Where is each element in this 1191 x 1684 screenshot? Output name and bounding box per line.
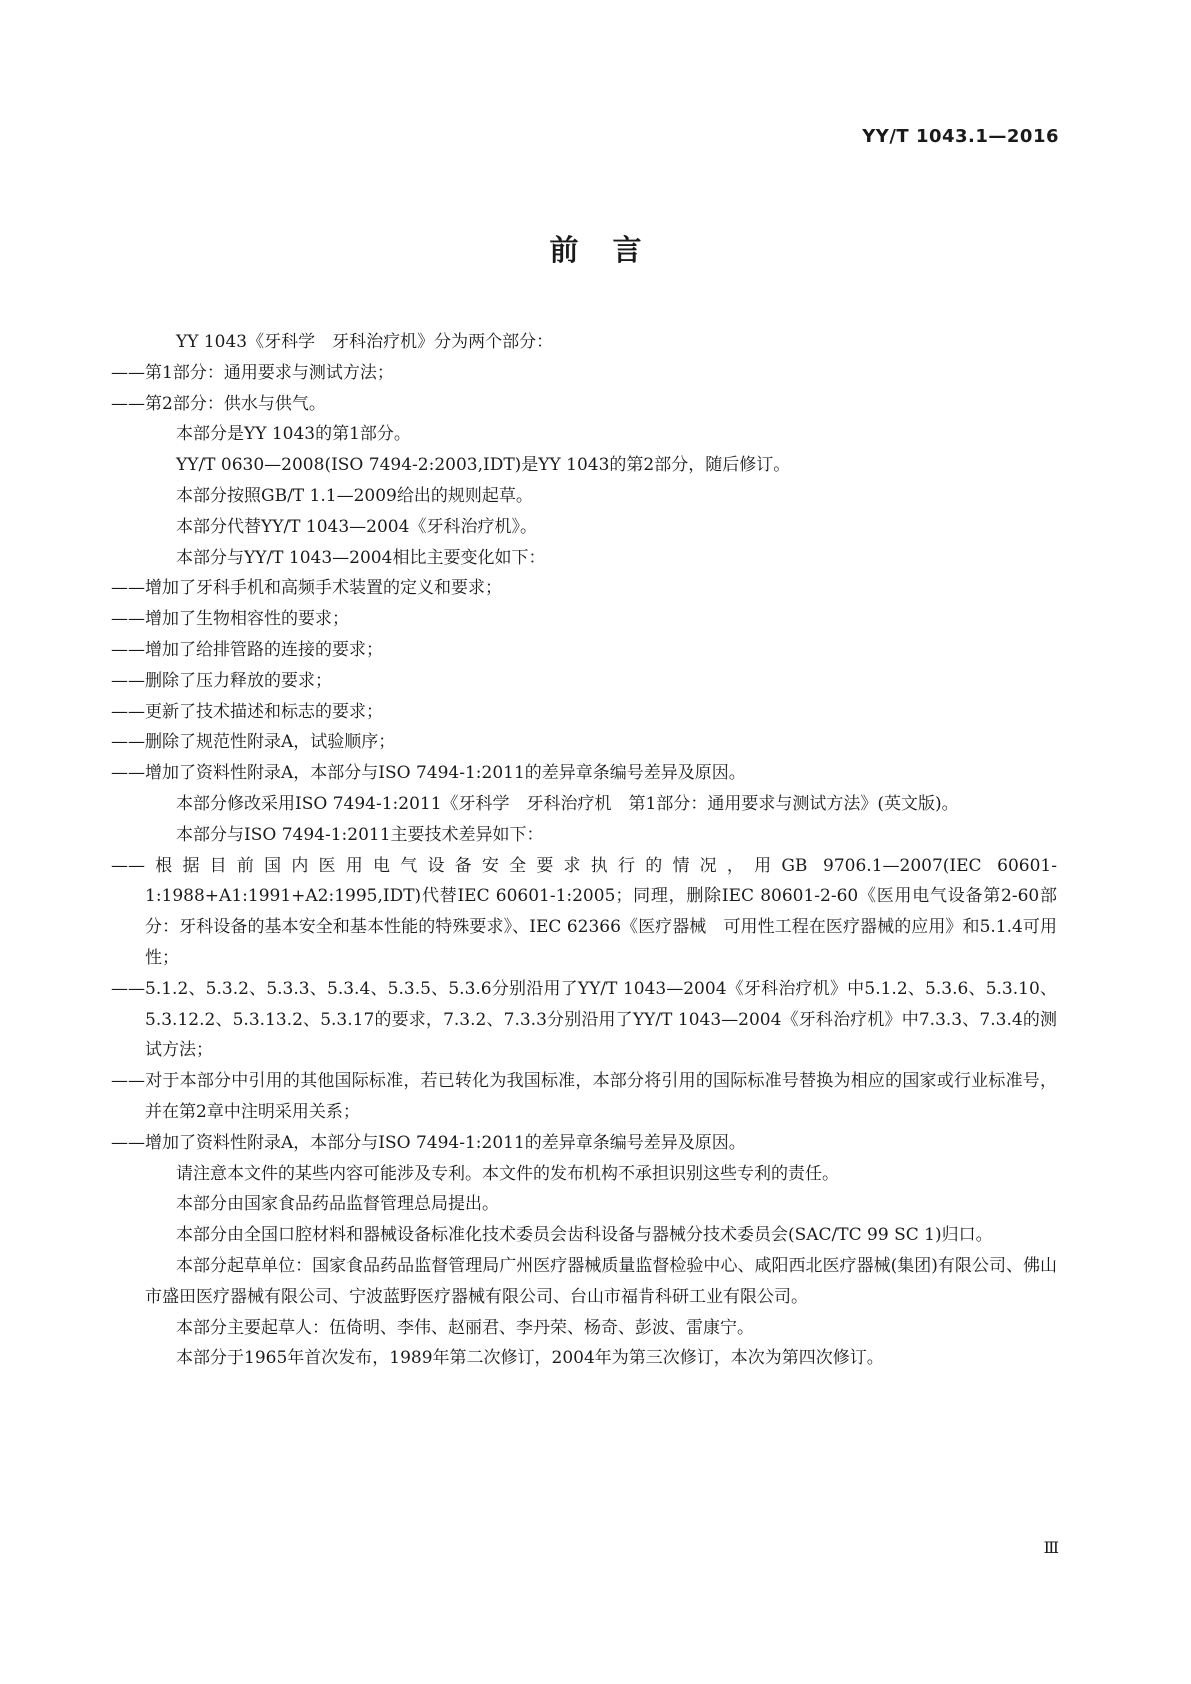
list-item: ——删除了规范性附录A，试验顺序； (111, 732, 396, 753)
list-item: ——增加了给排管路的连接的要求； (111, 639, 383, 660)
list-item: ——增加了资料性附录A，本部分与ISO 7494-1:2011的差异章条编号差异及原因。 (111, 1132, 746, 1153)
standard-number: YY/T 1043.1—2016 (862, 126, 1059, 147)
list-item: ——更新了技术描述和标志的要求； (111, 701, 383, 722)
paragraph: YY 1043《牙科学 牙科治疗机》分为两个部分： (176, 332, 554, 352)
paragraph: 本部分于1965年首次发布，1989年第二次修订，2004年为第三次修订，本次为第四次修订。 (176, 1348, 884, 1369)
foreword-body (111, 327, 1057, 1374)
paragraph: 本部分与YY/T 1043—2004相比主要变化如下： (176, 547, 546, 568)
page-title: 前言 (549, 233, 676, 267)
list-item: ——根据目前国内医用电气设备安全要求执行的情况，用GB 9706.1—2007(IEC 60601-1:1988+A1:1991+A2:1995,IDT)代替IEC 60601-1:2005；同理，删除IEC 80601-2-60《医用电气设备第2-60部分：牙科设备的基本安全和基本性能的特殊要求》、IEC 62366《医疗器械 可用性工程在医疗器械的应用》和5.1.4可用性； (111, 855, 1057, 968)
paragraph: 本部分按照GB/T 1.1—2009给出的规则起草。 (176, 485, 533, 506)
list-item: ——增加了牙科手机和高频手术装置的定义和要求； (111, 578, 502, 599)
list-item: ——对于本部分中引用的其他国际标准，若已转化为我国标准，本部分将引用的国际标准号替换为相应的国家或行业标准号，并在第2章中注明采用关系； (111, 1071, 1057, 1122)
list-item: ——增加了生物相容性的要求； (111, 609, 349, 630)
paragraph: 本部分主要起草人：伍倚明、李伟、赵丽君、李丹荣、杨奇、彭波、雷康宁。 (176, 1317, 754, 1338)
paragraph: 本部分代替YY/T 1043—2004《牙科治疗机》。 (176, 516, 537, 537)
paragraph: 本部分起草单位：国家食品药品监督管理局广州医疗器械质量监督检验中心、咸阳西北医疗器械(集团)有限公司、佛山市盛田医疗器械有限公司、宁波蓝野医疗器械有限公司、台山市福肯科研工业有限公司。 (145, 1255, 1057, 1307)
paragraph: YY/T 0630—2008(ISO 7494-2:2003,IDT)是YY 1043的第2部分，随后修订。 (176, 455, 791, 476)
list-item: ——5.1.2、5.3.2、5.3.3、5.3.4、5.3.5、5.3.6分别沿用了YY/T 1043—2004《牙科治疗机》中5.1.2、5.3.6、5.3.10、5.3.12.2、5.3.13.2、5.3.17的要求，7.3.2、7.3.3分别沿用了YY/T 1043—2004《牙科治疗机》中7.3.3、7.3.4的测试方法； (111, 978, 1057, 1061)
paragraph: 本部分是YY 1043的第1部分。 (176, 424, 411, 445)
list-item: ——删除了压力释放的要求； (111, 670, 332, 691)
paragraph: 本部分由国家食品药品监督管理总局提出。 (176, 1194, 499, 1215)
paragraph: 请注意本文件的某些内容可能涉及专利。本文件的发布机构不承担识别这些专利的责任。 (176, 1163, 839, 1184)
paragraph: 本部分由全国口腔材料和器械设备标准化技术委员会齿科设备与器械分技术委员会(SAC/TC 99 SC 1)归口。 (176, 1225, 993, 1246)
list-item: ——增加了资料性附录A，本部分与ISO 7494-1:2011的差异章条编号差异及原因。 (111, 763, 746, 784)
list-item: ——第2部分：供水与供气。 (111, 393, 326, 414)
page-number: Ⅲ (1043, 1538, 1059, 1557)
list-item: ——第1部分：通用要求与测试方法； (111, 362, 394, 383)
paragraph: 本部分与ISO 7494-1:2011主要技术差异如下： (176, 824, 544, 845)
paragraph: 本部分修改采用ISO 7494-1:2011《牙科学 牙科治疗机 第1部分：通用要求与测试方法》(英文版)。 (176, 793, 959, 814)
